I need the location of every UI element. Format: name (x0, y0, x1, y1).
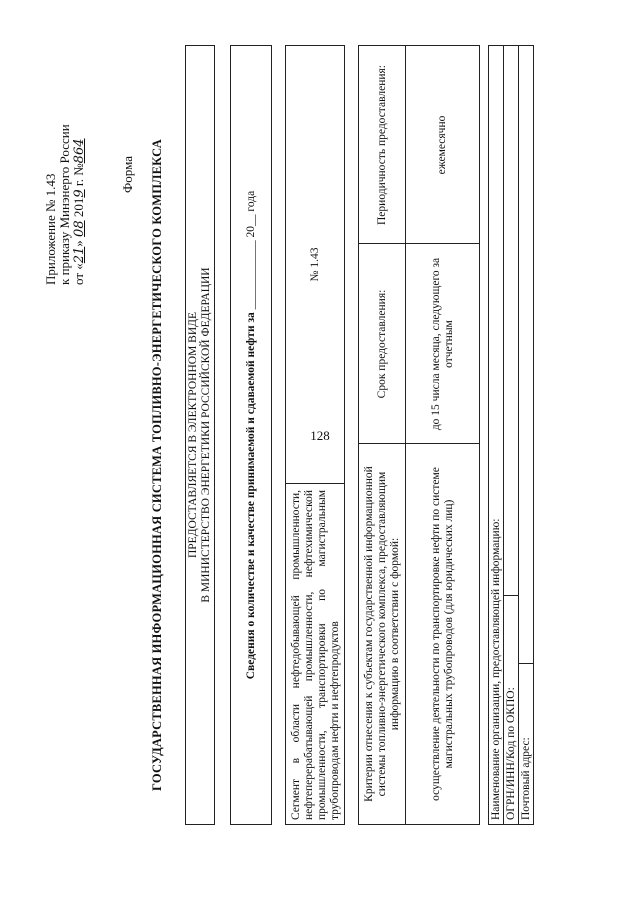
address-label: Почтовый адрес: (520, 737, 532, 820)
appendix-header (44, 25, 87, 285)
order-year-digit: 9 (72, 189, 87, 198)
submission-line-2: В МИНИСТЕРСТВО ЭНЕРГЕТИКИ РОССИЙСКОЙ ФЕДЕРАЦИИ (200, 267, 212, 603)
submission-box (185, 45, 215, 825)
page-number: 128 (310, 428, 330, 443)
appendix-line-2: к приказу Минэнерго России (57, 124, 72, 285)
main-title: ГОСУДАРСТВЕННАЯ ИНФОРМАЦИОННАЯ СИСТЕМА ТОПЛИВНО-ЭНЕРГЕТИЧЕСКОГО КОМПЛЕКСА (150, 139, 164, 791)
segment-text: Сегмент в области нефтедобывающей промышленности, нефтеперерабатывающей промышленности, нефтехимической промышленности, транспортировки по магистральным трубопроводам нефти и нефтепродуктов (290, 490, 341, 820)
submission-line-1: ПРЕДОСТАВЛЯЕТСЯ В ЭЛЕКТРОННОМ ВИДЕ (187, 311, 199, 559)
report-title-box (230, 45, 272, 825)
year-prefix: 201 (71, 197, 86, 221)
report-period-blank: ____________ (244, 240, 257, 310)
appendix-line-3 (72, 25, 87, 285)
form-label: Форма (120, 156, 135, 193)
criteria-header-deadline: Срок предоставления: (375, 289, 388, 399)
criteria-cell-frequency: ежемесячно (436, 115, 448, 175)
criteria-header-subjects: Критерии отнесения к субъектам государственной информационной системы топливно-энергетического комплекса, предоставляющим информацию в соответствии с формой: (362, 466, 401, 802)
criteria-table (358, 45, 480, 825)
report-title: Сведения о количестве и качестве принимаемой и сдаваемой нефти за (244, 312, 257, 680)
report-year: 20__ года (244, 190, 257, 238)
criteria-header-frequency: Периодичность предоставления: (375, 65, 388, 225)
date-mid: » (71, 236, 86, 247)
ogrn-label: ОГРН/ИНН/Код по ОКПО: (505, 687, 517, 820)
org-info-table (488, 45, 534, 825)
date-prefix: от « (71, 263, 86, 285)
number-prefix: г. № (71, 163, 86, 190)
order-month: 08 (72, 220, 87, 237)
order-day: 21 (72, 246, 87, 264)
criteria-cell-subjects: осуществление деятельности по транспортировке нефти по системе магистральных трубопроводов (для юридических лиц) (429, 467, 455, 801)
segment-box (285, 45, 345, 825)
order-number: 864 (72, 138, 87, 164)
org-name-label: Наименование организации, предоставляющей информацию: (490, 518, 502, 820)
criteria-cell-deadline: до 15 числа месяца, следующего за отчетным (429, 257, 455, 431)
form-number: № 1.43 (308, 247, 321, 282)
appendix-line-1: Приложение № 1.43 (43, 173, 58, 285)
